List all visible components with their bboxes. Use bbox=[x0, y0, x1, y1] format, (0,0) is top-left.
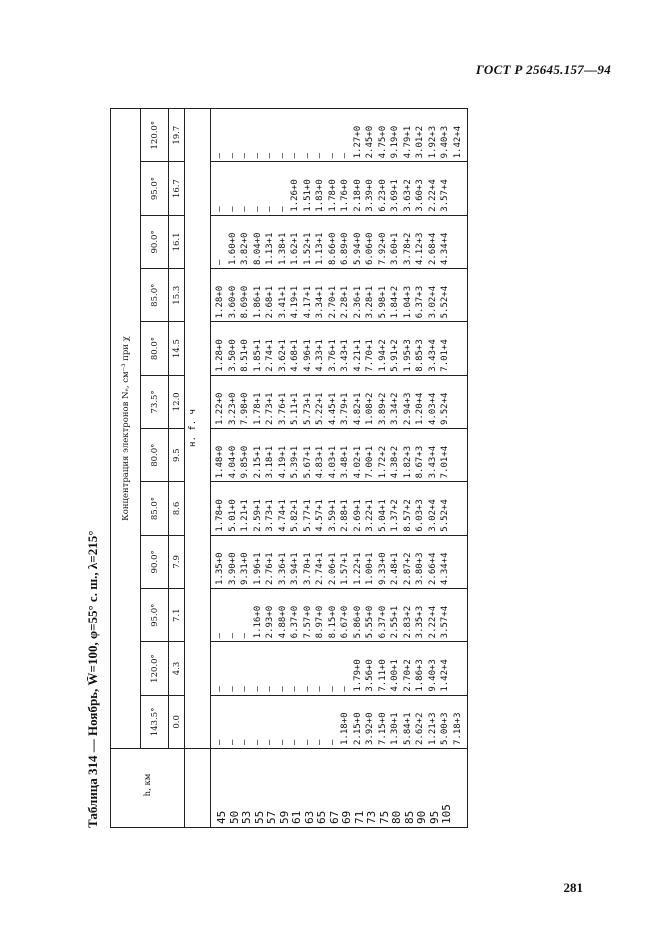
value-column bbox=[211, 429, 468, 482]
local-time-header-row bbox=[169, 109, 185, 828]
chi-header-row bbox=[141, 109, 169, 828]
local-time-header: 16.7 bbox=[169, 162, 185, 215]
value-column bbox=[211, 642, 468, 695]
value-list: 1.48+0 4.04+0 9.85+0 2.15+1 3.18+1 4.19+1 5.39+1 5.67+1 4.83+1 4.03+1 3.48+1 4.02+1 7.00+1 1.72+2 4.38+2 1.82+3 8.67+3 3.43+4 7.01+4 bbox=[215, 445, 450, 479]
local-time-header: 4.3 bbox=[169, 642, 185, 695]
chi-header: 95.0° bbox=[141, 589, 169, 642]
value-list: 1.22+0 3.23+0 7.98+0 1.78+1 2.73+1 3.76+1 5.11+1 5.73+1 5.22+1 4.45+1 3.79+1 4.82+1 1.08+2 3.89+2 3.34+2 2.94+3 1.20+4 4.03+4 9.52+4 bbox=[215, 392, 450, 426]
value-column bbox=[211, 695, 468, 748]
local-time-header: 0.0 bbox=[169, 695, 185, 748]
electron-concentration-table bbox=[110, 108, 468, 828]
local-time-header: 15.3 bbox=[169, 269, 185, 322]
heights-cell bbox=[211, 749, 468, 828]
local-time-header: 8.6 bbox=[169, 482, 185, 535]
value-list: — 1.60+0 3.82+0 8.04+0 1.13+1 1.38+1 1.62+1 1.52+1 1.13+1 8.66+0 6.89+0 5.94+0 6.06+0 7.92+0 3.60+1 3.78+2 4.12+3 2.68+4 4.34+4 bbox=[215, 232, 450, 266]
local-time-label: н. f. ч bbox=[185, 109, 211, 749]
value-list: — — — — — — — — — — — 1.27+0 2.45+0 4.75+0 9.19+0 4.79+1 3.01+2 1.92+3 9.40+3 1.42+4 bbox=[215, 125, 463, 159]
value-list: 1.28+0 3.60+0 8.69+0 1.86+1 2.68+1 3.41+1 4.19+1 4.17+1 3.34+1 2.70+1 2.28+1 2.36+1 3.28+1 5.98+1 1.84+2 1.04+3 6.37+3 3.02+4 5.52+4 bbox=[215, 285, 450, 319]
spacer-cell bbox=[185, 749, 211, 828]
value-column bbox=[211, 162, 468, 215]
group-header: Концентрация электронов Nₑ, см⁻³ при χ bbox=[111, 109, 141, 749]
chi-header: 143.5° bbox=[141, 695, 169, 748]
chi-header: 85.0° bbox=[141, 269, 169, 322]
data-row bbox=[211, 109, 468, 828]
value-list: — — — — — — — — — — — 1.79+0 3.56+0 7.11+0 4.00+1 2.70+2 1.86+3 9.40+3 1.42+4 bbox=[215, 659, 450, 692]
value-list: — — — — — — — — — — 1.18+0 2.15+0 3.92+0 7.15+0 1.30+1 5.84+1 2.62+2 1.21+3 5.00+3 7.18+3 bbox=[215, 712, 463, 745]
local-time-header: 9.5 bbox=[169, 429, 185, 482]
local-time-header: 12.0 bbox=[169, 375, 185, 428]
value-list: 1.28+0 3.50+0 8.51+0 1.85+1 2.74+1 3.62+1 4.68+1 4.96+1 4.33+1 3.76+1 3.43+1 4.21+1 7.70+1 1.94+2 5.91+2 1.95+3 8.85+3 3.43+4 7.01+4 bbox=[215, 339, 450, 372]
page-number: 281 bbox=[563, 880, 583, 895]
chi-header: 80.0° bbox=[141, 429, 169, 482]
chi-header: 120.0° bbox=[141, 109, 169, 162]
table-caption: Таблица 314 — Ноябрь, W̄=100, φ=55° с. ш., λ=215° bbox=[85, 530, 100, 828]
value-column bbox=[211, 322, 468, 375]
standard-header: ГОСТ Р 25645.157—94 bbox=[475, 62, 611, 77]
chi-header: 85.0° bbox=[141, 482, 169, 535]
chi-header: 95.0° bbox=[141, 162, 169, 215]
chi-header: 120.0° bbox=[141, 642, 169, 695]
value-list: 1.35+0 3.90+0 9.31+0 1.96+1 2.76+1 3.36+1 3.94+1 3.70+1 2.74+1 2.06+1 1.57+1 1.22+1 1.00+1 9.33+0 2.48+1 2.87+2 3.80+3 2.66+4 4.34+4 bbox=[215, 552, 450, 586]
value-column bbox=[211, 375, 468, 428]
value-column bbox=[211, 109, 468, 162]
chi-header: 90.0° bbox=[141, 535, 169, 588]
chi-header: 90.0° bbox=[141, 215, 169, 268]
rotated-table-block bbox=[78, 108, 618, 828]
value-column bbox=[211, 215, 468, 268]
value-column bbox=[211, 535, 468, 588]
value-column bbox=[211, 269, 468, 322]
local-time-header: 7.1 bbox=[169, 589, 185, 642]
heights-list: 45 50 53 55 57 59 61 63 65 67 69 71 73 75 80 85 90 95 105 bbox=[215, 804, 453, 824]
chi-header: 73.5° bbox=[141, 375, 169, 428]
value-column bbox=[211, 482, 468, 535]
local-time-header: 19.7 bbox=[169, 109, 185, 162]
height-column-header: h, км bbox=[111, 749, 185, 828]
value-list: 1.78+0 5.01+0 1.21+1 2.59+1 3.73+1 4.74+1 5.82+1 5.77+1 4.57+1 3.59+1 2.88+1 2.69+1 3.22+1 5.04+1 1.37+2 8.57+2 6.03+3 3.02+4 5.52+4 bbox=[215, 499, 450, 532]
value-list: — — — 1.16+0 2.93+0 4.88+0 6.37+0 7.57+0 8.97+0 8.15+0 6.67+0 5.86+0 5.55+0 6.37+0 2.55+1 2.83+2 3.35+3 2.22+4 3.57+4 bbox=[215, 605, 450, 639]
value-column bbox=[211, 589, 468, 642]
local-time-header: 7.9 bbox=[169, 535, 185, 588]
local-time-header: 14.5 bbox=[169, 322, 185, 375]
local-time-header: 16.1 bbox=[169, 215, 185, 268]
chi-header: 80.0° bbox=[141, 322, 169, 375]
value-list: — — — — — — 1.26+0 1.51+0 1.83+0 1.78+0 1.76+0 2.18+0 3.39+0 6.23+0 3.69+1 3.63+2 3.60+3 2.22+4 3.57+4 bbox=[215, 179, 450, 212]
